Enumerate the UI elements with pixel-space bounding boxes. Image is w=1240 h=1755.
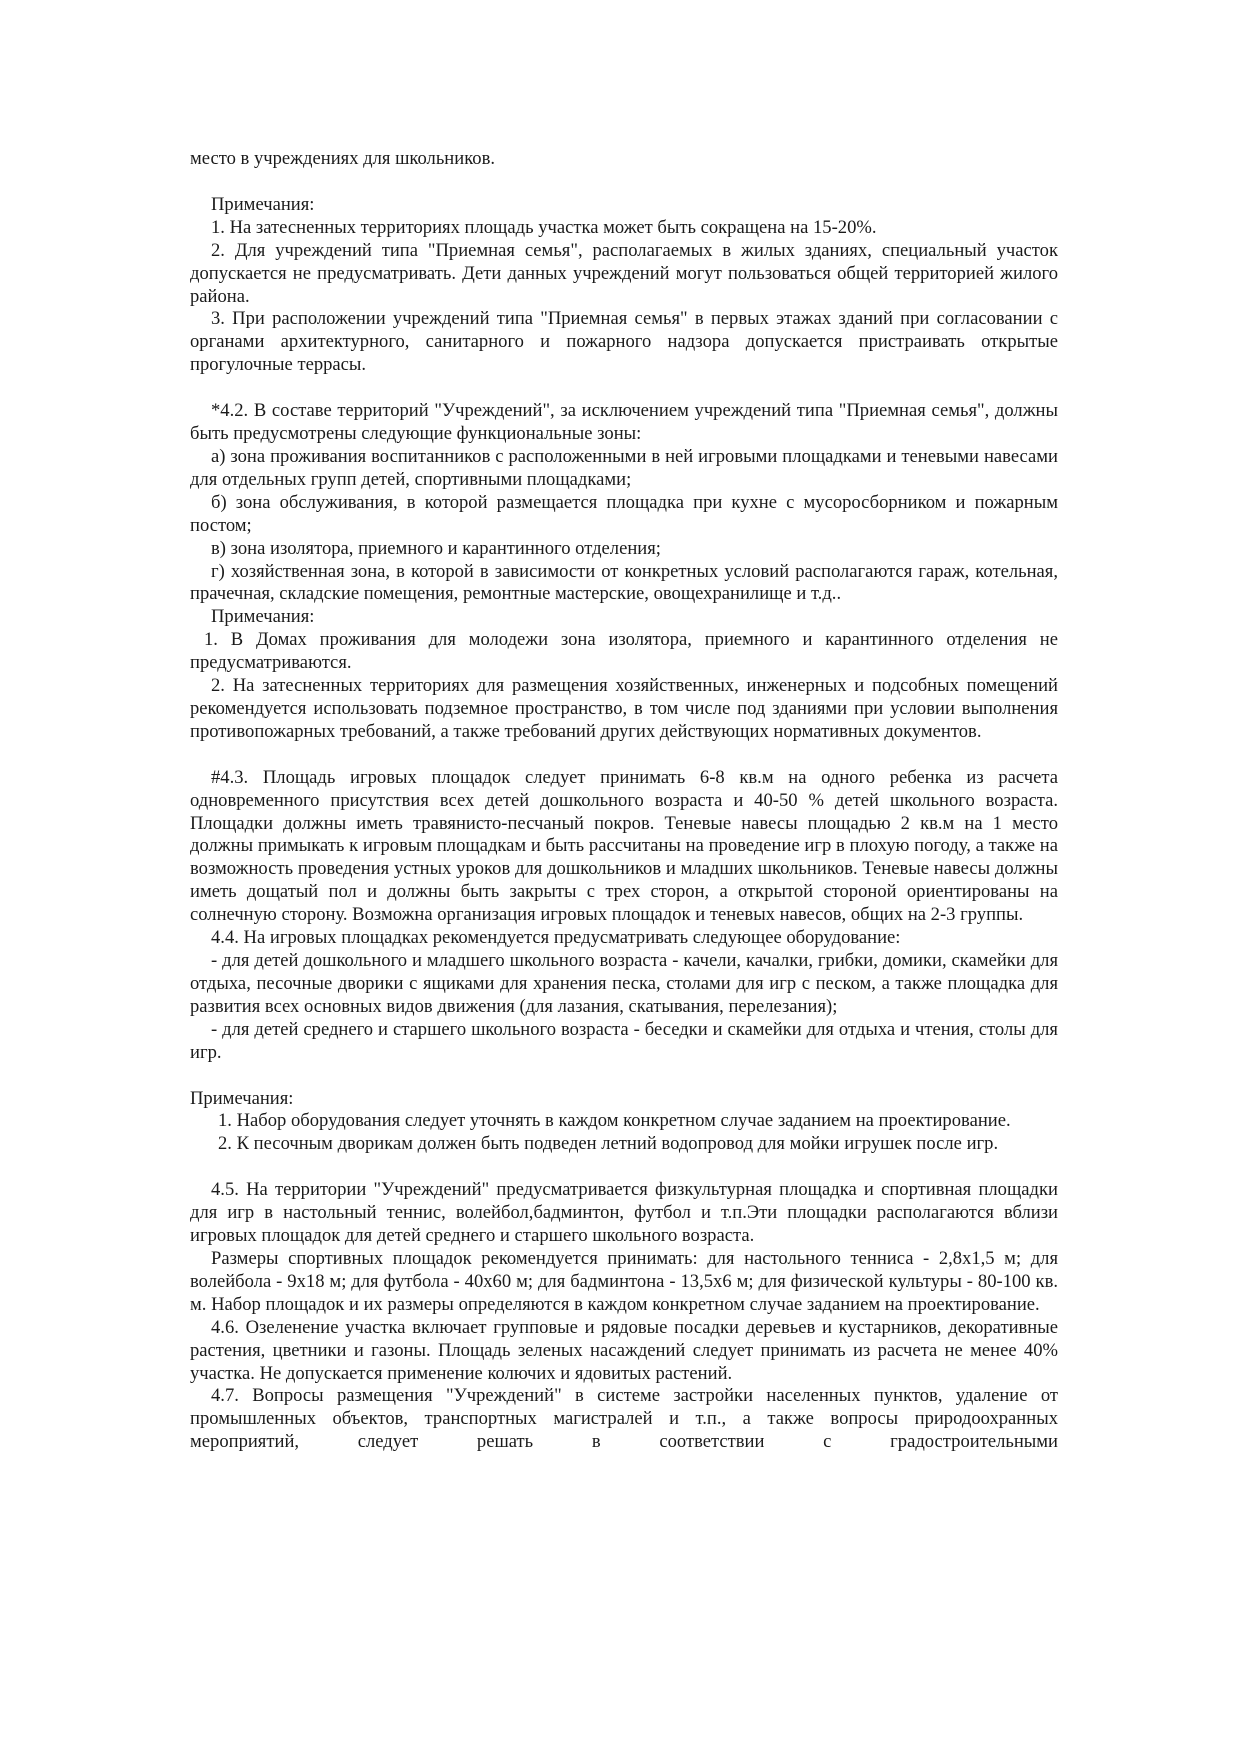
paragraph-intro: место в учреждениях для школьников. [190,148,496,169]
note-3: 3. При расположении учреждений типа "Приемная семья" в первых этажах зданий при согласовании с органами архитектурного, санитарного и пожарного надзора допускается пристраивать открытые прогулочные террасы. [190,308,1058,376]
notes-heading-2: Примечания: [211,606,315,628]
note-2-1: 1. В Домах проживания для молодежи зона изолятора, приемного и карантинного отделения не предусматриваются. [190,629,1058,674]
note-1: 1. На затесненных территориях площадь участка может быть сокращена на 15-20%. [211,216,877,238]
section-4-3: #4.3. Площадь игровых площадок следует принимать 6-8 кв.м на одного ребенка из расчета одновременного присутствия всех детей дошкольного возраста и 40-50 % детей школьного возраста. Площадки должны иметь травянисто-песчаный покров. Теневые навесы площадью 2 кв.м на 1 место должны примыкать к игровым площадкам и быть рассчитаны на проведение игр в плохую погоду, а также на возможность проведения устных уроков для дошкольников и младших школьников. Теневые навесы должны иметь дощатый пол и должны быть закрыты с трех сторон, а открытой стороной ориентированы на солнечную сторону. Возможна организация игровых площадок и теневых навесов, общих на 2-3 группы. [190,766,1058,926]
notes-heading-3: Примечания: [190,1087,294,1109]
section-4-7: 4.7. Вопросы размещения "Учреждений" в системе застройки населенных пунктов, удаление от промышленных объектов, транспортных магистралей и т.п., а также вопросы природоохранных мероприятий, следует решать в соответствии с градостроительными [190,1385,1058,1453]
sports-sizes: Размеры спортивных площадок рекомендуется принимать: для настольного тенниса - 2,8х1,5 м; для волейбола - 9х18 м; для футбола - 40х60 м; для бадминтона - 13,5х6 м; для физической культуры - 80-100 кв. м. Набор площадок и их размеры определяются в каждом конкретном случае заданием на проектирование. [190,1247,1058,1315]
note-3-2: 2. К песочным дворикам должен быть подведен летний водопровод для мойки игрушек после игр. [218,1133,999,1155]
note-2-2: 2. На затесненных территориях для размещения хозяйственных, инженерных и подсобных помещений рекомендуется использовать подземное пространство, в том числе под зданиями при условии выполнения противопожарных требований, а также требований других действующих нормативных документов. [190,675,1058,742]
equipment-preschool: - для детей дошкольного и младшего школьного возраста - качели, качалки, грибки, домики, скамейки для отдыха, песочные дворики с ящиками для хранения песка, столами для игр с песком, а также площадка для развития всех основных видов движения (для лазания, скатывания, перелезания); [190,950,1058,1017]
section-4-5: 4.5. На территории "Учреждений" предусматривается физкультурная площадка и спортивная площадки для игр в настольный теннис, волейбол,бадминтон, футбол и т.п.Эти площадки располагаются вблизи игровых площадок для детей среднего и старшего школьного возраста. [190,1179,1058,1247]
section-4-6: 4.6. Озеленение участка включает групповые и рядовые посадки деревьев и кустарников, декоративные растения, цветники и газоны. Площадь зеленых насаждений следует принимать из расчета не менее 40% участка. Не допускается применение колючих и ядовитых растений. [190,1316,1058,1384]
note-2: 2. Для учреждений типа "Приемная семья", располагаемых в жилых зданиях, специальный участок допускается не предусматривать. Дети данных учреждений могут пользоваться общей территорией жилого района. [190,239,1058,307]
zone-v: в) зона изолятора, приемного и карантинного отделения; [211,537,661,559]
zone-b: б) зона обслуживания, в которой размещается площадка при кухне с мусоросборником и пожарным постом; [190,491,1058,536]
zone-g: г) хозяйственная зона, в которой в зависимости от конкретных условий располагаются гараж, котельная, прачечная, складские помещения, ремонтные мастерские, овощехранилище и т.д.. [190,560,1058,605]
notes-heading: Примечания: [211,193,315,215]
equipment-school: - для детей среднего и старшего школьного возраста - беседки и скамейки для отдыха и чтения, столы для игр. [190,1018,1058,1063]
document-page [190,148,1058,1454]
zone-a: а) зона проживания воспитанников с расположенными в ней игровыми площадками и теневыми навесами для отдельных групп детей, спортивными площадками; [190,445,1058,490]
section-4-4: 4.4. На игровых площадках рекомендуется предусматривать следующее оборудование: [211,927,901,949]
section-4-2: *4.2. В составе территорий "Учреждений", за исключением учреждений типа "Приемная семья", должны быть предусмотрены следующие функциональные зоны: [190,400,1058,445]
note-3-1: 1. Набор оборудования следует уточнять в каждом конкретном случае заданием на проектирование. [218,1110,1011,1132]
